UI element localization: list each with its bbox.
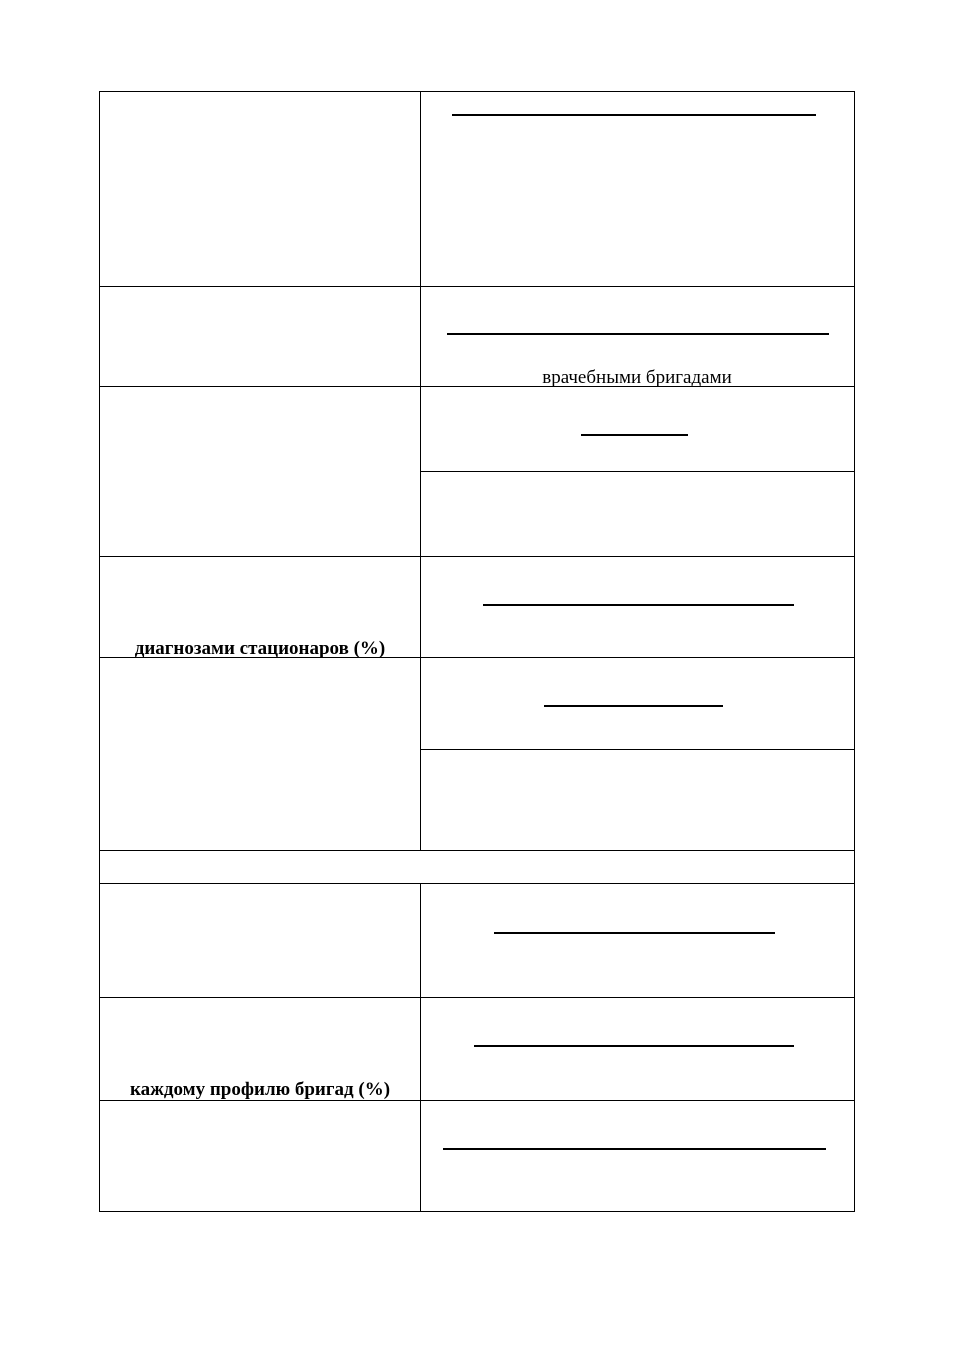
row-border bbox=[100, 556, 854, 557]
cell-right-text: врачебными бригадами bbox=[542, 367, 732, 388]
blank-underline bbox=[544, 705, 723, 707]
blank-underline bbox=[474, 1045, 794, 1047]
row-border bbox=[100, 850, 854, 851]
cell-left-label: каждому профилю бригад (%) bbox=[129, 1079, 391, 1100]
row-border bbox=[100, 997, 854, 998]
document-table bbox=[99, 91, 855, 1212]
subrow-border bbox=[420, 471, 854, 472]
blank-underline bbox=[483, 604, 794, 606]
subrow-border bbox=[420, 749, 854, 750]
blank-underline bbox=[443, 1148, 826, 1150]
column-divider bbox=[420, 883, 421, 1212]
row-border bbox=[100, 286, 854, 287]
row-border bbox=[100, 883, 854, 884]
blank-underline bbox=[447, 333, 829, 335]
blank-underline bbox=[494, 932, 775, 934]
blank-underline bbox=[581, 434, 688, 436]
cell-left-label: диагнозами стационаров (%) bbox=[134, 638, 386, 659]
blank-underline bbox=[452, 114, 816, 116]
